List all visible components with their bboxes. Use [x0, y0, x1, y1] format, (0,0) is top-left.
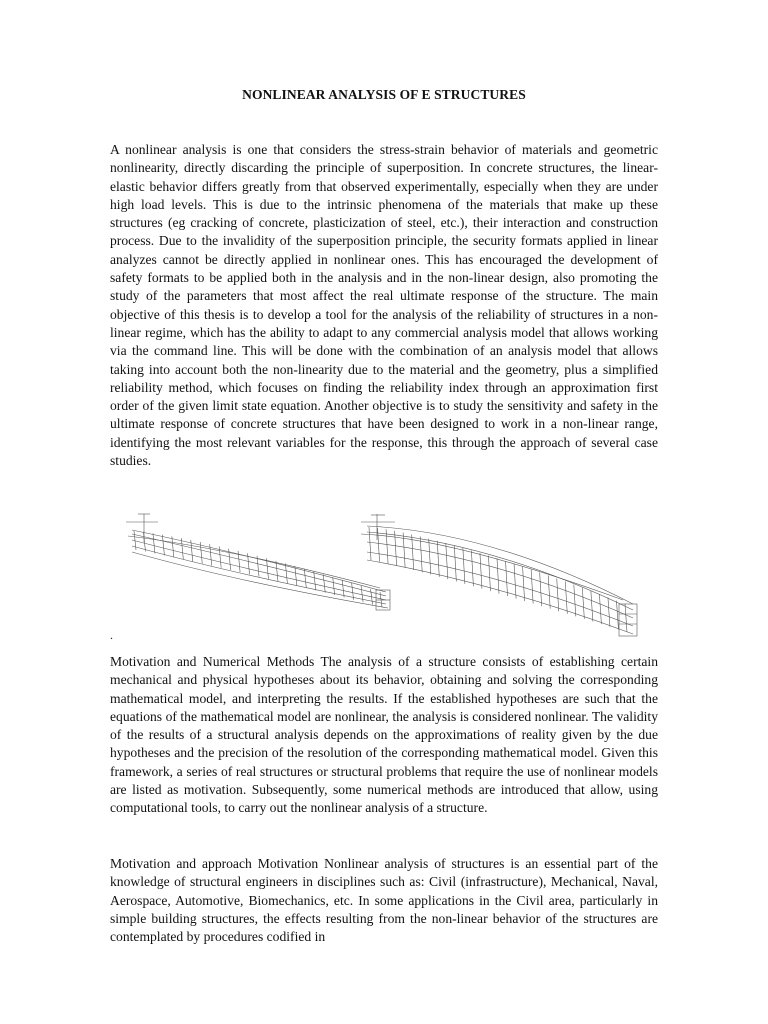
- paragraph-motivation-approach: Motivation and approach Motivation Nonlinear analysis of structures is an essential part of the knowledge of structural engineers in disciplines such as: Civil (infrastructure), Mechanical, Naval, Aerospace, Automotive, Biomechanics, etc. In some applications in the Civil area, particularly in simple building structures, the effects resulting from the non-linear behavior of the structures are contemplated by procedures codified in: [110, 856, 658, 945]
- figure-row: [110, 512, 658, 642]
- beam-mesh-figure-right: [353, 512, 645, 640]
- document-title: NONLINEAR ANALYSIS OF E STRUCTURES: [242, 87, 526, 102]
- figure-caption-mark: .: [110, 628, 113, 642]
- paragraph-motivation-numerical-methods: Motivation and Numerical Methods The analysis of a structure consists of establishing certain mechanical and physical hypotheses about its behavior, obtaining and solving the corresponding mathematical model, and interpreting the results. If the established hypotheses are such that the equations of the mathematical model are nonlinear, the analysis is considered nonlinear. The validity of the results of a structural analysis depends on the approximations of reality given by the due hypotheses and the precision of the resolution of the corresponding mathematical model. Given this framework, a series of real structures or structural problems that require the use of nonlinear models are listed as motivation. Subsequently, some numerical methods are introduced that allow, using computational tools, to carry out the nonlinear analysis of a structure.: [110, 654, 658, 816]
- paragraph-intro: A nonlinear analysis is one that considers the stress-strain behavior of materials and geometric nonlinearity, directly discarding the principle of superposition. In concrete structures, the linear-elastic behavior differs greatly from that observed experimentally, especially when they are under high load levels. This is due to the intrinsic phenomena of the materials that make up these structures (eg cracking of concrete, plasticization of steel, etc.), their interaction and construction process. Due to the invalidity of the superposition principle, the security formats applied in linear analyzes cannot be directly applied in nonlinear ones. This has encouraged the development of safety formats to be applied both in the analysis and in the non-linear design, also promoting the study of the parameters that most affect the real ultimate response of the structure. The main objective of this thesis is to develop a tool for the analysis of the reliability of structures in a non-linear regime, which has the ability to adapt to any commercial analysis model that allows working via the command line. This will be done with the combination of an analysis model that allows taking into account both the non-linearity due to the material and the geometry, plus a simplified reliability method, which focuses on finding the reliability index through an approximation first order of the given limit state equation. Another objective is to study the sensitivity and safety in the ultimate response of concrete structures that have been designed to work in a non-linear range, identifying the most relevant variables for the response, this through the approach of several case studies.: [110, 142, 658, 469]
